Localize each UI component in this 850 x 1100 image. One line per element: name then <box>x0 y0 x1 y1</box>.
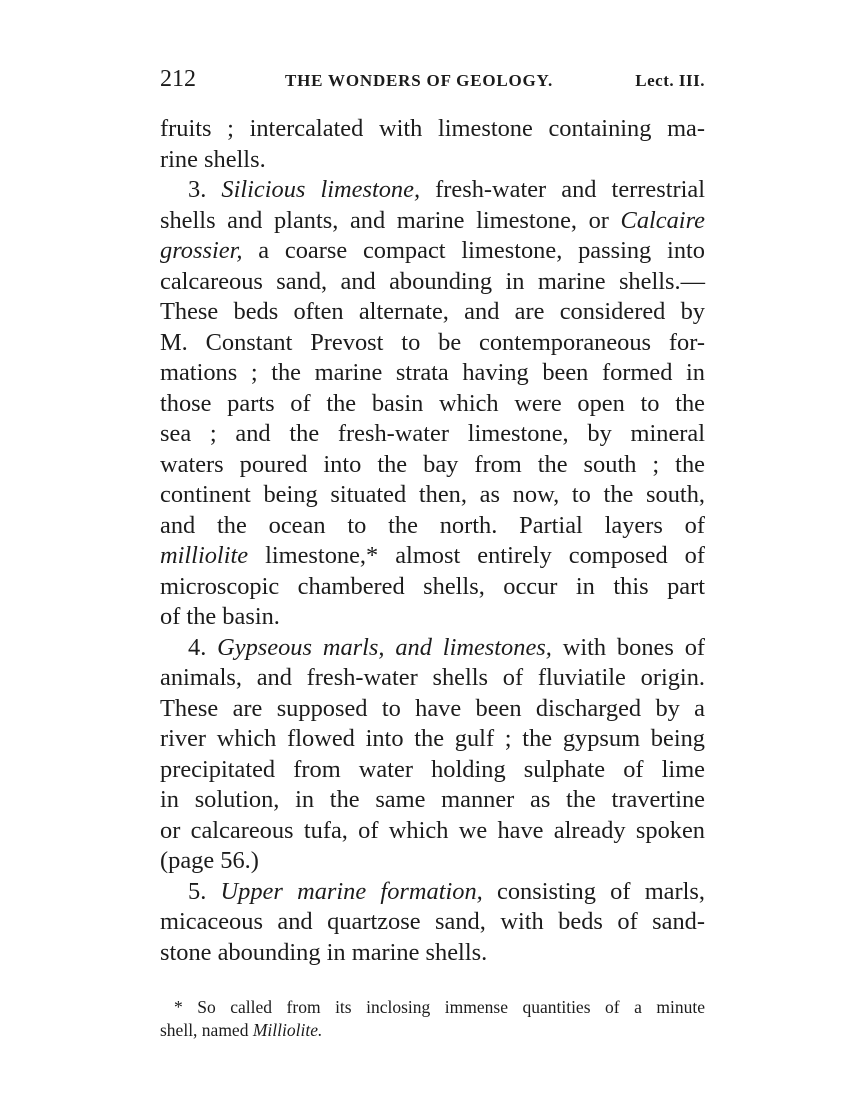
text-line: fruits ; intercalated with limestone containing ma- <box>160 115 705 142</box>
page-number: 212 <box>160 66 196 92</box>
body-text <box>160 114 705 968</box>
footnote-line <box>160 1019 705 1042</box>
running-title: THE WONDERS OF GEOLOGY. <box>285 71 554 90</box>
text-line: rine shells. <box>160 145 266 173</box>
text-line: M. Constant Prevost to be contemporaneous for- <box>160 328 705 356</box>
italic-term: grossier, <box>160 237 243 264</box>
text-segment: shell, named <box>160 1020 253 1040</box>
text-segment: with bones of <box>551 633 706 661</box>
text-line: river which flowed into the gulf ; the gypsum being <box>160 725 705 752</box>
text-line: animals, and fresh-water shells of fluviatile origin. <box>160 664 705 691</box>
text-line <box>160 206 705 237</box>
text-line: mations ; the marine strata having been formed in <box>160 359 705 386</box>
running-head <box>160 66 705 96</box>
text-segment: shells and plants, and marine limestone, or <box>160 206 621 234</box>
text-line: These beds often alternate, and are considered by <box>160 298 705 325</box>
text-line: micaceous and quartzose sand, with beds of sand- <box>160 908 705 935</box>
italic-term: Calcaire <box>620 206 705 234</box>
italic-term: Gypseous marls, and limestones, <box>217 633 552 661</box>
italic-term: Milliolite. <box>252 1020 323 1040</box>
item-number: 5. <box>188 877 221 905</box>
text-line: in solution, in the same manner as the travertine <box>160 786 705 813</box>
item-number: 3. <box>188 176 222 203</box>
text-line: These are supposed to have been discharged by a <box>160 694 705 722</box>
text-line: (page 56.) <box>160 847 259 874</box>
italic-term: Upper marine formation, <box>220 877 483 905</box>
text-segment: consisting of marls, <box>482 877 705 905</box>
text-segment: a coarse compact limestone, passing into <box>242 237 705 264</box>
text-line: waters poured into the bay from the south ; the <box>160 450 705 478</box>
text-segment: limestone,* almost entirely composed of <box>248 542 705 569</box>
footnote-line: * So called from its inclosing immense quantities of a minute <box>174 997 705 1017</box>
text-line: precipitated from water holding sulphate of lime <box>160 755 705 783</box>
text-line: calcareous sand, and abounding in marine shells.— <box>160 267 705 295</box>
italic-term: milliolite <box>160 542 249 569</box>
text-line: those parts of the basin which were open to the <box>160 389 705 417</box>
lecture-reference: Lect. III. <box>635 71 705 90</box>
text-line: microscopic chambered shells, occur in this part <box>160 572 705 600</box>
paragraph-5-first-line <box>160 877 705 908</box>
italic-term: Silicious limestone, <box>221 176 421 203</box>
paragraph-3-first-line <box>160 175 705 206</box>
text-line: stone abounding in marine shells. <box>160 938 488 966</box>
text-line: sea ; and the fresh-water limestone, by mineral <box>160 420 705 447</box>
text-line <box>160 236 705 267</box>
paragraph-4-first-line <box>160 633 705 664</box>
text-segment: fresh-water and terrestrial <box>420 176 705 203</box>
item-number: 4. <box>188 633 218 661</box>
text-line: and the ocean to the north. Partial layers of <box>160 511 705 539</box>
text-line: of the basin. <box>160 603 280 630</box>
text-line <box>160 541 705 572</box>
text-line: or calcareous tufa, of which we have already spoken <box>160 816 705 844</box>
text-line: continent being situated then, as now, to the south, <box>160 481 705 508</box>
footnote <box>160 996 705 1042</box>
